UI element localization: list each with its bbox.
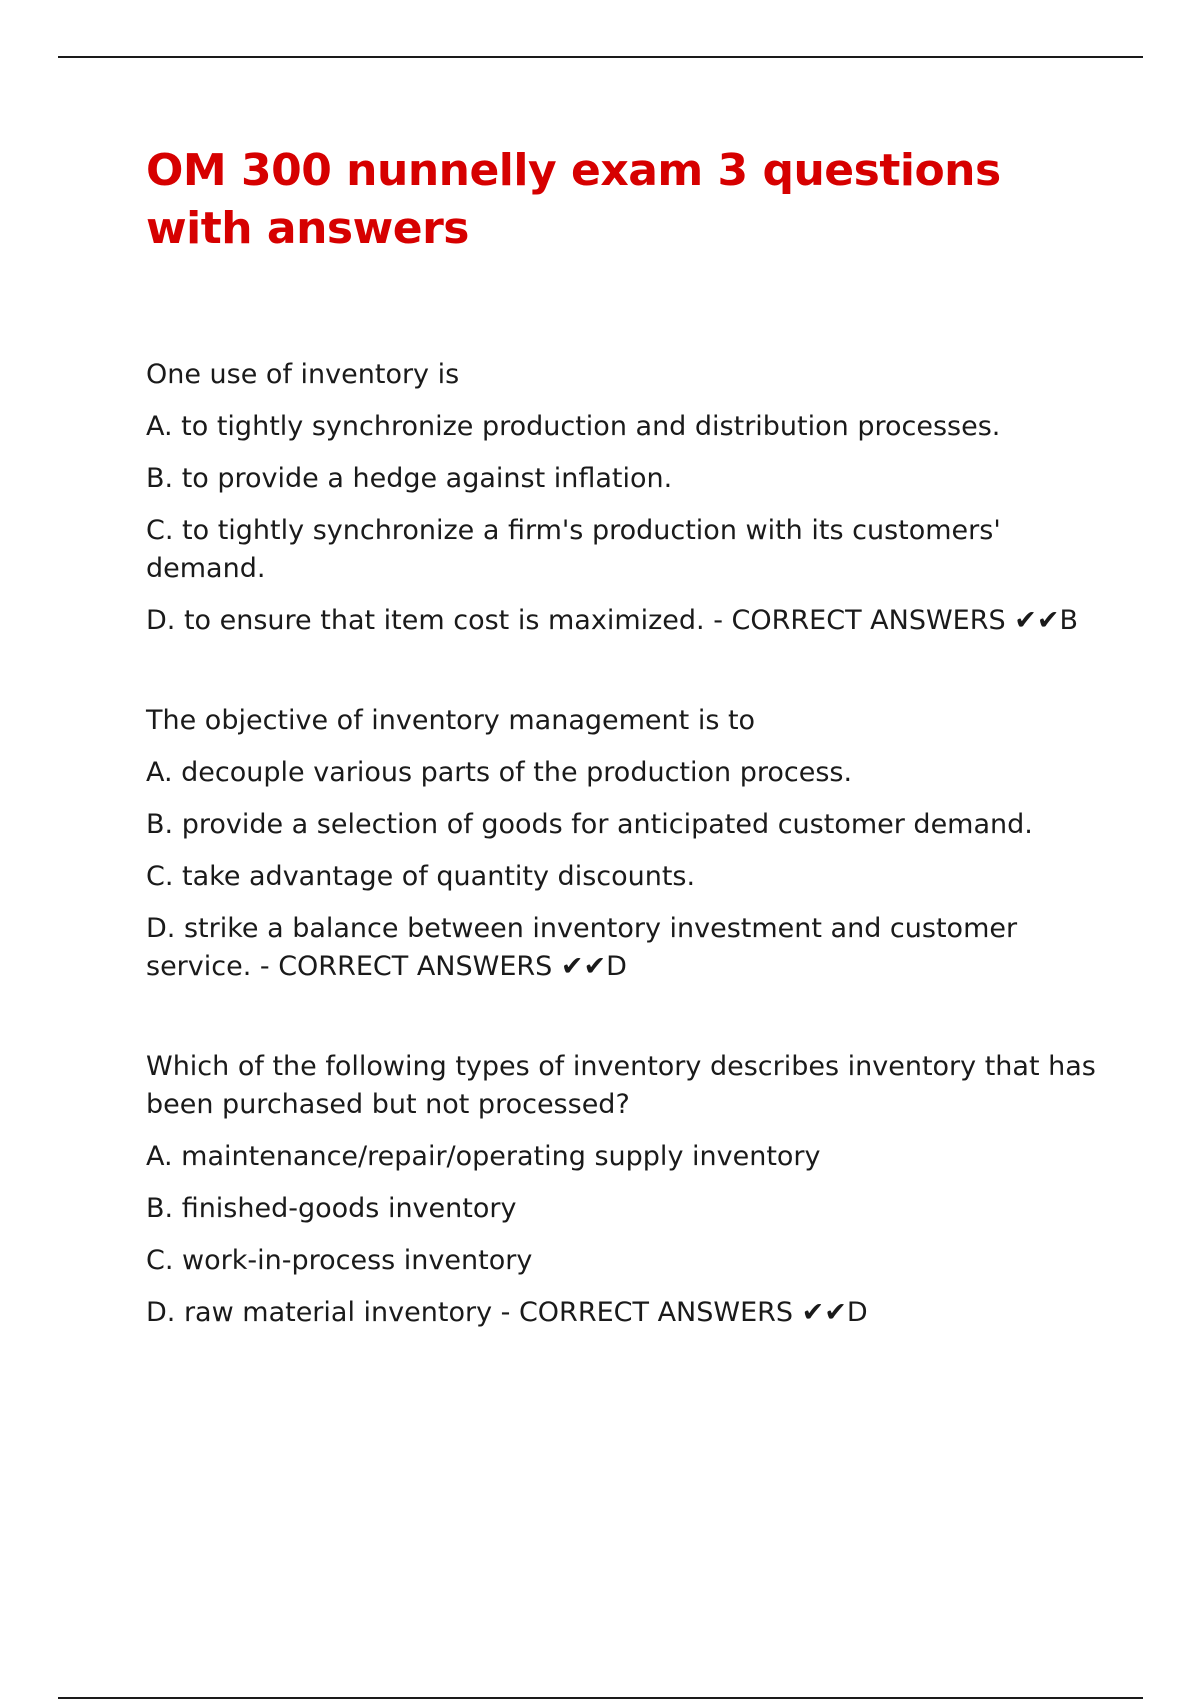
answer-option: B. finished-goods inventory: [146, 1193, 517, 1224]
answer-option-with-correct-answer: D. strike a balance between inventory investment and customer service. - CORRECT ANSWERS ✔✔D: [146, 913, 1018, 982]
answer-option: A. to tightly synchronize production and distribution processes.: [146, 411, 1001, 442]
answer-option: C. to tightly synchronize a firm's production with its customers' demand.: [146, 515, 1001, 584]
document-title: OM 300 nunnelly exam 3 questions with answers: [146, 145, 1001, 254]
answer-option: B. to provide a hedge against inflation.: [146, 463, 673, 494]
answer-option: A. maintenance/repair/operating supply inventory: [146, 1141, 821, 1172]
bottom-divider: [58, 1697, 1143, 1699]
answer-option: B. provide a selection of goods for anticipated customer demand.: [146, 809, 1033, 840]
question-block: [146, 702, 1106, 986]
document-body: [146, 142, 1106, 1394]
question-block: [146, 1048, 1106, 1332]
answer-option: C. take advantage of quantity discounts.: [146, 861, 696, 892]
question-list: [146, 356, 1106, 1332]
question-text: Which of the following types of inventory describes inventory that has been purchased but not processed?: [146, 1051, 1096, 1120]
question-text: The objective of inventory management is to: [146, 705, 756, 736]
answer-option-with-correct-answer: D. to ensure that item cost is maximized. - CORRECT ANSWERS ✔✔B: [146, 605, 1078, 636]
answer-option: A. decouple various parts of the production process.: [146, 757, 853, 788]
question-block: [146, 356, 1106, 640]
answer-option-with-correct-answer: D. raw material inventory - CORRECT ANSWERS ✔✔D: [146, 1297, 868, 1328]
question-text: One use of inventory is: [146, 359, 460, 390]
top-divider: [58, 56, 1143, 58]
answer-option: C. work-in-process inventory: [146, 1245, 533, 1276]
